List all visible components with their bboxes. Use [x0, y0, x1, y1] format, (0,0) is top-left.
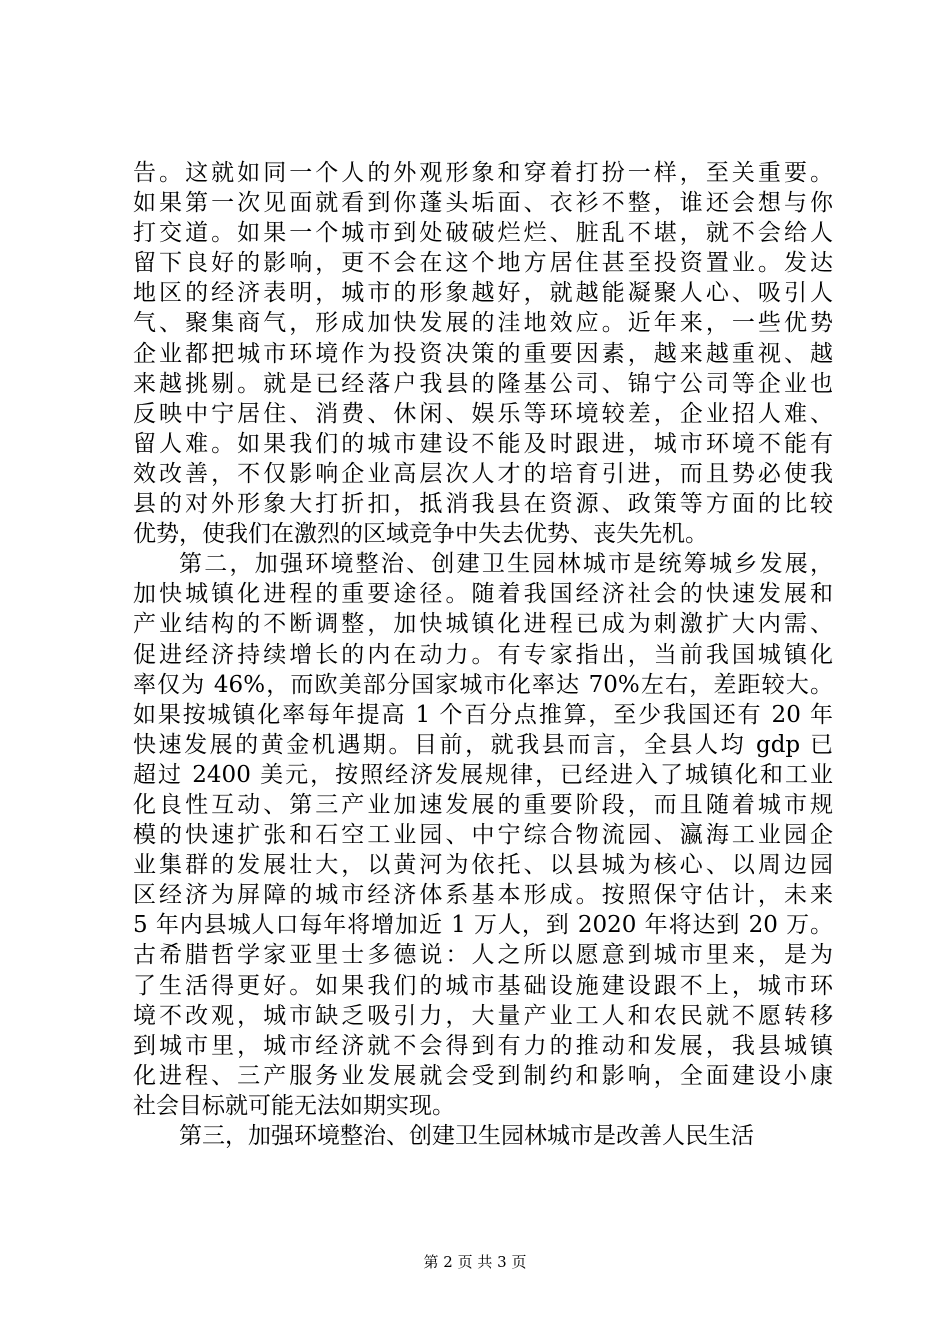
text-line: 境不改观，城市缺乏吸引力，大量产业工人和农民就不愿转移 [133, 1002, 833, 1029]
text-line: 了生活得更好。如果我们的城市基础设施建设跟不上，城市环 [133, 972, 833, 999]
text-line: 效改善，不仅影响企业高层次人才的培育引进，而且势必使我 [133, 460, 833, 487]
text-line: 气、聚集商气，形成加快发展的洼地效应。近年来，一些优势 [133, 310, 833, 337]
text-line: 如果按城镇化率每年提高 1 个百分点推算，至少我国还有 20 年 [133, 701, 833, 728]
text-line: 化良性互动、第三产业加速发展的重要阶段，而且随着城市规 [133, 791, 833, 818]
text-line: 率仅为 46%，而欧美部分国家城市化率达 70%左右，差距较大。 [133, 671, 833, 698]
text-line: 促进经济持续增长的内在动力。有专家指出，当前我国城镇化 [133, 641, 833, 668]
text-line: 区经济为屏障的城市经济体系基本形成。按照保守估计，未来 [133, 882, 833, 909]
text-line: 反映中宁居住、消费、休闲、娱乐等环境较差，企业招人难、 [133, 400, 833, 427]
text-line: 超过 2400 美元，按照经济发展规律，已经进入了城镇化和工业 [133, 761, 833, 788]
text-line: 到城市里，城市经济就不会得到有力的推动和发展，我县城镇 [133, 1032, 833, 1059]
text-line: 留人难。如果我们的城市建设不能及时跟进，城市环境不能有 [133, 430, 833, 457]
text-line: 古希腊哲学家亚里士多德说：人之所以愿意到城市里来，是为 [133, 942, 833, 969]
text-line: 业集群的发展壮大，以黄河为依托、以县城为核心、以周边园 [133, 852, 833, 879]
text-line: 打交道。如果一个城市到处破破烂烂、脏乱不堪，就不会给人 [133, 220, 833, 247]
text-line: 加快城镇化进程的重要途径。随着我国经济社会的快速发展和 [133, 581, 833, 608]
text-line: 社会目标就可能无法如期实现。 [133, 1092, 455, 1119]
text-line: 产业结构的不断调整，加快城镇化进程已成为刺激扩大内需、 [133, 611, 833, 638]
text-line: 县的对外形象大打折扣，抵消我县在资源、政策等方面的比较 [133, 491, 833, 518]
text-line: 如果第一次见面就看到你蓬头垢面、衣衫不整，谁还会想与你 [133, 190, 833, 217]
paragraph-start-line: 第三，加强环境整治、创建卫生园林城市是改善人民生活 [179, 1123, 754, 1149]
text-line: 模的快速扩张和石空工业园、中宁综合物流园、瀛海工业园企 [133, 822, 833, 849]
text-line: 地区的经济表明，城市的形象越好，就越能凝聚人心、吸引人 [133, 280, 833, 307]
text-line: 快速发展的黄金机遇期。目前，就我县而言，全县人均 gdp 已 [133, 731, 833, 758]
text-line: 5 年内县城人口每年将增加近 1 万人，到 2020 年将达到 20 万。 [133, 912, 833, 939]
text-line: 告。这就如同一个人的外观形象和穿着打扮一样，至关重要。 [133, 160, 833, 186]
text-line: 企业都把城市环境作为投资决策的重要因素，越来越重视、越 [133, 340, 833, 367]
body-text [133, 158, 833, 1151]
text-line: 化进程、三产服务业发展就会受到制约和影响，全面建设小康 [133, 1062, 833, 1089]
text-line: 优势，使我们在激烈的区域竞争中失去优势、丧失先机。 [133, 521, 708, 548]
paragraph-start-line: 第二，加强环境整治、创建卫生园林城市是统筹城乡发展， [179, 551, 833, 578]
text-line: 留下良好的影响，更不会在这个地方居住甚至投资置业。发达 [133, 250, 833, 277]
page-footer: 第 2 页 共 3 页 [423, 1253, 527, 1271]
text-line: 来越挑剔。就是已经落户我县的隆基公司、锦宁公司等企业也 [133, 370, 833, 397]
